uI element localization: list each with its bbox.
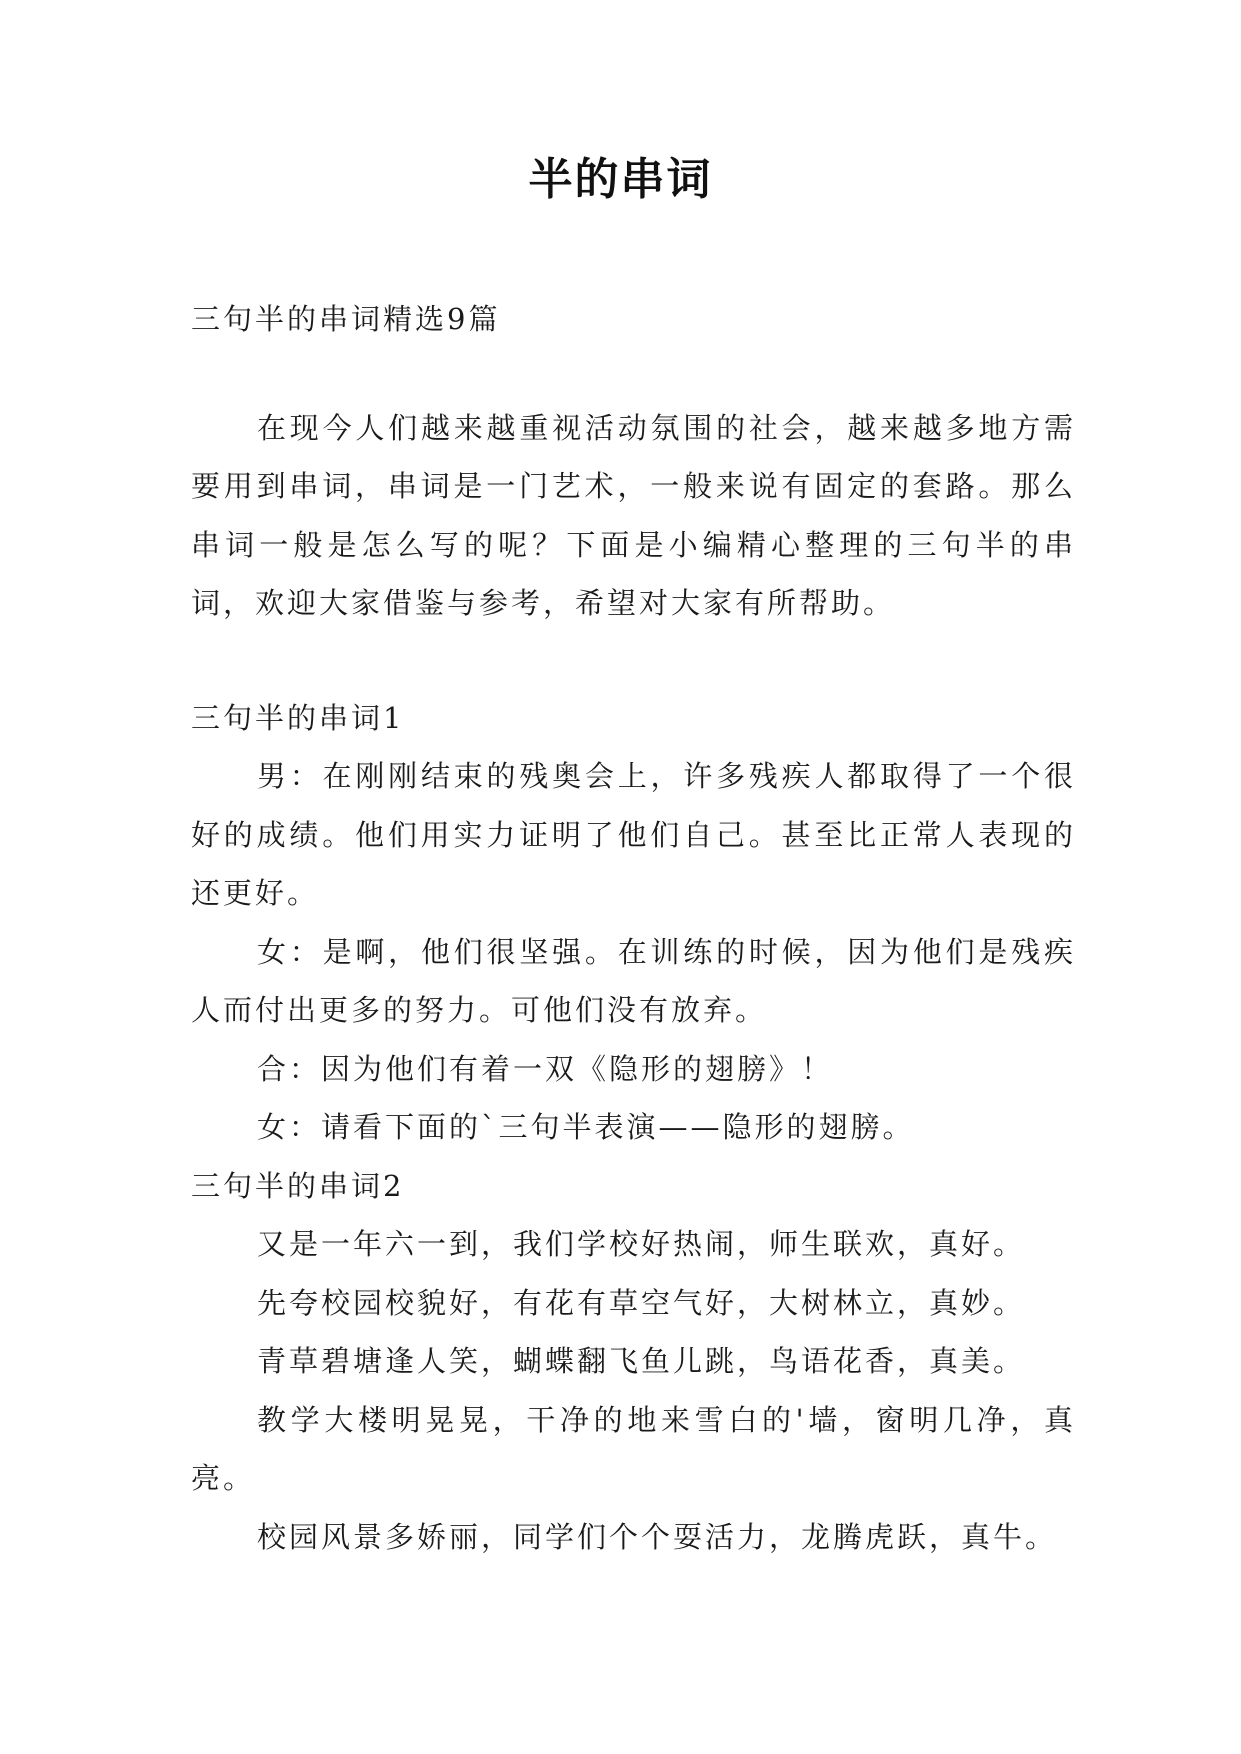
dialogue-line: 女：是啊，他们很坚强。在训练的时候，因为他们是残疾人而付出更多的努力。可他们没有放弃。: [191, 934, 1076, 1027]
verse-line: 校园风景多娇丽，同学们个个耍活力，龙腾虎跃，真牛。: [257, 1519, 1058, 1554]
dialogue-line: 合：因为他们有着一双《隐形的翅膀》！: [257, 1051, 834, 1086]
verse-line: 教学大楼明晃晃，干净的地来雪白的'墙，窗明几净，真亮。: [191, 1402, 1076, 1495]
intro-paragraph: 在现今人们越来越重视活动氛围的社会，越来越多地方需要用到串词，串词是一门艺术，一般来说有固定的套路。那么串词一般是怎么写的呢？下面是小编精心整理的三句半的串词，欢迎大家借鉴与参考，希望对大家有所帮助。: [191, 410, 1076, 620]
document-title: 半的串词: [528, 154, 713, 205]
verse-line: 又是一年六一到，我们学校好热闹，师生联欢，真好。: [257, 1227, 1026, 1261]
section-1: [191, 689, 1076, 1157]
section-2: [191, 1157, 1076, 1567]
verse-line: 先夸校园校貌好，有花有草空气好，大树林立，真妙。: [257, 1285, 1026, 1320]
document-subtitle: 三句半的串词精选9篇: [191, 302, 501, 336]
section-heading: 三句半的串词1: [191, 700, 405, 735]
document-body: [191, 290, 1076, 1566]
verse-line: 青草碧塘逢人笑，蝴蝶翻飞鱼儿跳，鸟语花香，真美。: [257, 1344, 1026, 1378]
section-heading: 三句半的串词2: [191, 1168, 405, 1203]
dialogue-line: 女：请看下面的`三句半表演——隐形的翅膀。: [257, 1110, 915, 1144]
dialogue-line: 男：在刚刚结束的残奥会上，许多残疾人都取得了一个很好的成绩。他们用实力证明了他们自己。甚至比正常人表现的还更好。: [191, 759, 1076, 910]
